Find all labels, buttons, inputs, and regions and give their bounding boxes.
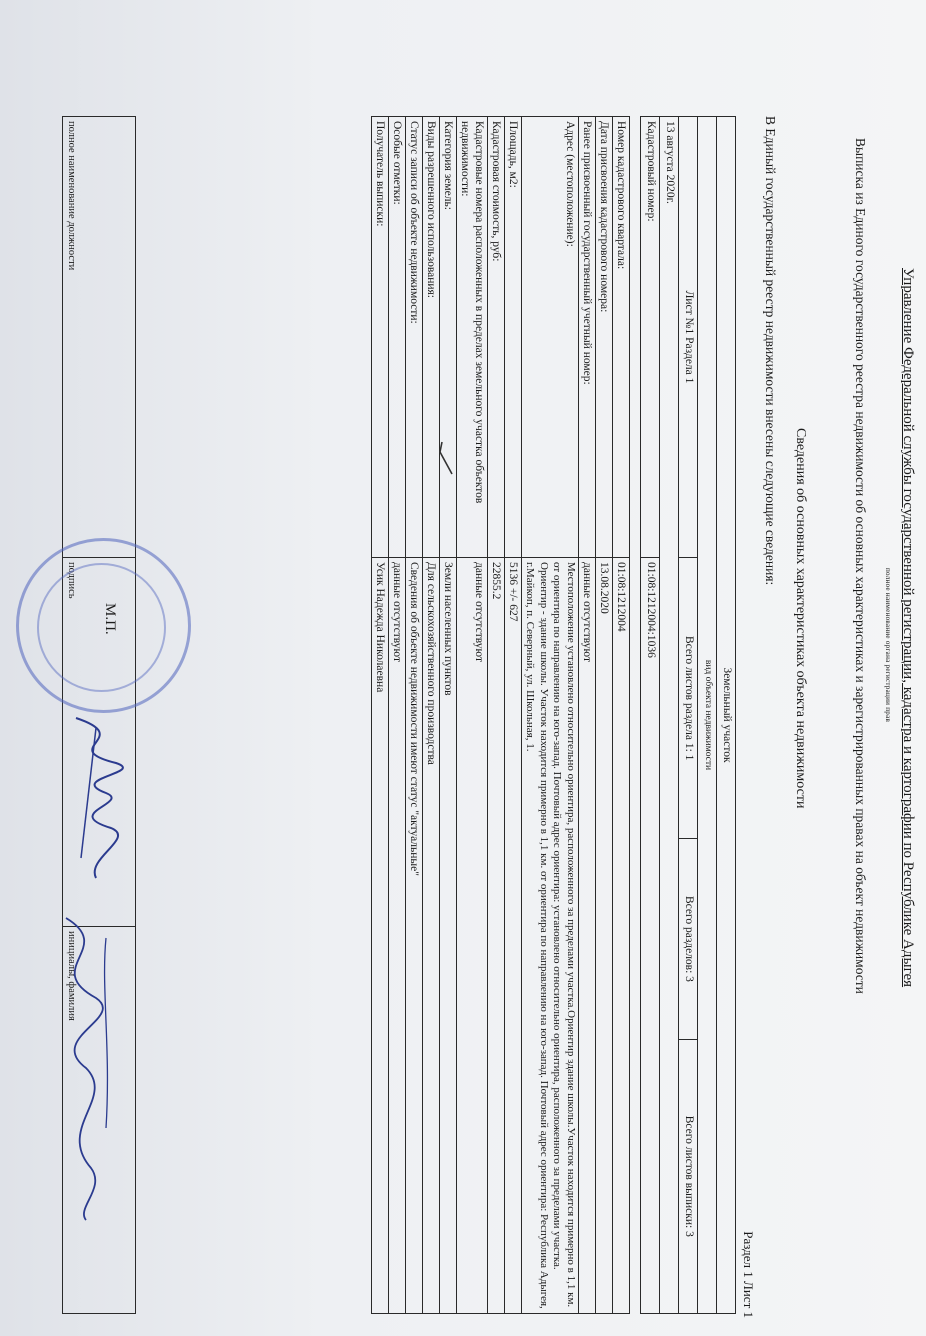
row-value: 01:08:1212004 — [613, 558, 630, 1314]
row-label: Номер кадастрового квартала: — [613, 117, 630, 558]
table-row — [372, 117, 389, 1314]
row-label: Ранее присвоенный государственный учетный номер: — [579, 117, 596, 558]
cadastral-number-label: Кадастровый номер: — [641, 117, 660, 558]
handwritten-signature-icon — [46, 708, 156, 888]
row-label: Дата присвоения кадастрового номера: — [596, 117, 613, 558]
row-value: 5136 +/- 627 — [505, 558, 522, 1314]
authority-caption: полное наименование органа регистрации прав — [884, 568, 892, 723]
row-label: Адрес (местоположение): — [522, 117, 579, 558]
row-value: Усик Надежда Николаевна — [372, 558, 389, 1314]
table-row — [613, 117, 630, 1314]
row-value: данные отсутствуют — [579, 558, 596, 1314]
row-value: Для сельскохозяйственного производства — [423, 558, 440, 1314]
table-row — [423, 117, 440, 1314]
row-value: Сведения об объекте недвижимости имеют статус "актуальные" — [406, 558, 423, 1314]
section-label: Раздел 1 Лист 1 — [741, 1231, 756, 1318]
official-seal — [16, 538, 191, 713]
table-row — [522, 117, 579, 1314]
row-value: Местоположение установлено относительно ориентира, расположенного за пределами участка.Ориентир здание школы.Участок находится примерно в 1,1 км. от ориентира по направлению на юго-запад. Почтовый адрес ориентира: установлено относительно ориентира, расположенного за пределами участка. Ориентир - здание школы. Участок находится примерно в 1,1 км. от ориентира по направлению на юго-запад. Почтовый адрес ориентира: Республика Адыгея, г.Майкоп, п. Северный, ул. Школьная, 1. — [522, 558, 579, 1314]
initials-caption: инициалы, фамилия — [63, 927, 136, 1314]
table-row — [596, 117, 613, 1314]
table-row — [389, 117, 406, 1314]
row-label: Статус записи об объекте недвижимости: — [406, 117, 423, 558]
row-value: данные отсутствуют — [389, 558, 406, 1314]
row-label: Виды разрешенного использования: — [423, 117, 440, 558]
row-label: Категория земель: — [440, 117, 457, 558]
cadastral-number-value: 01:08:1212004:1036 — [641, 558, 660, 1314]
extract-date: 13 августа 2020г. — [660, 117, 679, 1314]
table-row — [488, 117, 505, 1314]
table-row — [579, 117, 596, 1314]
rotated-extract-sheet — [26, 8, 926, 1328]
row-value: данные отсутствуют — [457, 558, 488, 1314]
row-label: Особые отметки: — [389, 117, 406, 558]
handwritten-initials-icon — [26, 908, 136, 1228]
row-label: Кадастровая стоимость, руб: — [488, 117, 505, 558]
position-caption: полное наименование должности — [63, 117, 136, 558]
total-sheets-extract: Всего листов выписки: 3 — [679, 1039, 698, 1313]
object-kind: Земельный участок — [721, 667, 733, 763]
table-row — [457, 117, 488, 1314]
check-mark-icon — [436, 438, 456, 478]
table-row — [440, 117, 457, 1314]
row-label: Получатель выписки: — [372, 117, 389, 558]
signature-caption: подпись — [63, 558, 136, 927]
row-value: 22855.2 — [488, 558, 505, 1314]
table-row — [406, 117, 423, 1314]
sheet-number: Лист №1 Раздела 1 — [679, 117, 698, 558]
object-kind-caption: вид объекта недвижимости — [698, 117, 717, 1314]
characteristics-table — [371, 116, 630, 1314]
object-kind-cell — [717, 117, 736, 1314]
row-value: Земли населенных пунктов — [440, 558, 457, 1314]
table-row — [505, 117, 522, 1314]
total-sheets-section: Всего листов раздела 1: 1 — [679, 558, 698, 839]
intro-text: В Единый государственный реестр недвижимости внесены следующие сведения: — [763, 116, 778, 586]
row-label: Площадь, м2: — [505, 117, 522, 558]
row-label: Кадастровые номера расположенных в пределах земельного участка объектов недвижимости: — [457, 117, 488, 558]
authority-name: Управление Федеральной службы государственной регистрации, кадастра и картографии по Республике Адыгея — [900, 268, 916, 988]
info-title: Сведения об основных характеристиках объекта недвижимости — [793, 428, 808, 809]
stamp-mark-label: М.П. — [102, 603, 118, 635]
total-sections: Всего разделов: 3 — [679, 839, 698, 1039]
row-value: 13.08.2020 — [596, 558, 613, 1314]
extract-title: Выписка из Единого государственного реестра недвижимости об основных характеристиках и зарегистрированных правах на объект недвижимости — [853, 138, 868, 994]
meta-table — [640, 116, 736, 1314]
